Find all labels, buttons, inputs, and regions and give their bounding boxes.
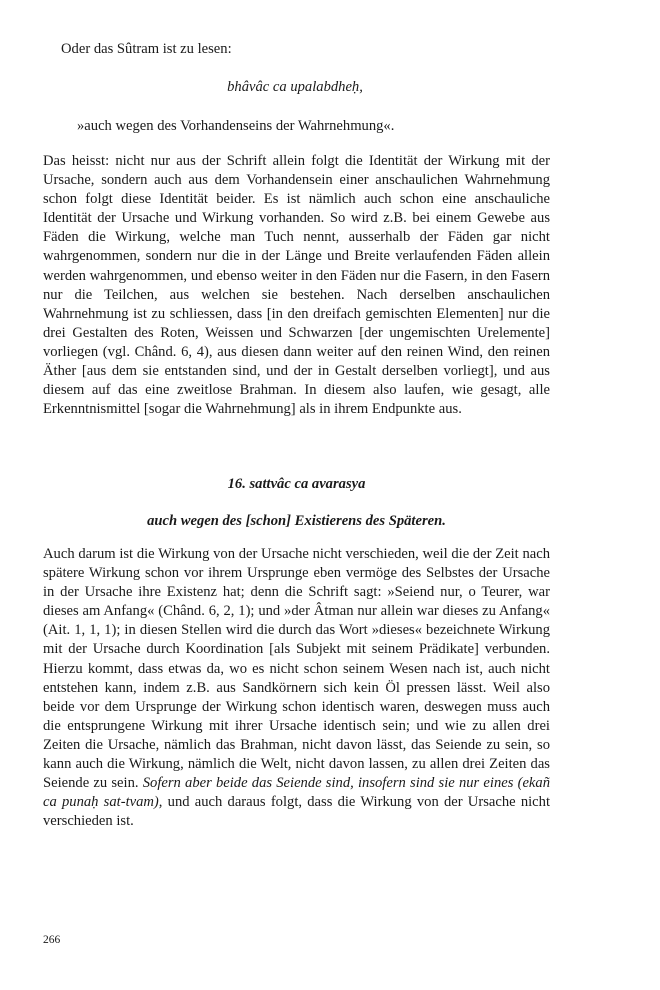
paragraph-main-text: Auch darum ist die Wirkung von der Ursache nicht verschieden, weil die der Zeit nach spätere Wirkung schon vor ihrem Ursprunge eben vermöge des Selbstes der Ursache in der Ursache ihre Existenz hat; denn die Schrift sagt: »Seiend nur, o Teurer, war dieses am Anfang« (Chând. 6, 2, 1); und »der Âtman nur allein war dieses zu Anfang« (Ait. 1, 1, 1); in diesen Stellen wird die durch das Wort »dieses« bezeichnete Wirkung mit der Ursache durch Koordination [als Subjekt mit seinem Prädikate] verbunden. Hierzu kommt, dass etwas da, wo es nicht schon seinem Wesen nach ist, auch nicht entstehen kann, indem z.B. aus Sandkörnern sich kein Öl pressen lässt. Weil also beide vor dem Ursprunge der Wirkung schon identisch waren, deswegen muss auch die entsprungene Wirkung mit ihrer Ursache identisch sein; und wie zu allen drei Zeiten die Ursache, nämlich das Brahman, nicht davon lässt, das Seiende zu sein, so kann auch die Wirkung, nämlich die Welt, nicht davon lassen, zu allen drei Zeiten das Seiende zu sein.: [43, 546, 550, 792]
sanskrit-translation: »auch wegen des Vorhandenseins der Wahrnehmung«.: [77, 118, 395, 134]
sanskrit-variant: [0, 79, 598, 96]
sanskrit-variant-text: bhâvâc ca upalabdheḥ,: [227, 79, 363, 95]
intro-line: Oder das Sûtram ist zu lesen:: [61, 41, 232, 57]
paragraph-commentary-16: [43, 545, 550, 831]
paragraph-end-text: und auch daraus folgt, dass die Wirkung von der Ursache nicht verschieden ist.: [43, 794, 550, 830]
sutra-translation: auch wegen des [schon] Existierens des Späteren.: [147, 513, 446, 529]
sutra-heading: 16. sattvâc ca avarasya: [227, 476, 366, 492]
paragraph-commentary-15: Das heisst: nicht nur aus der Schrift allein folgt die Identität der Wirkung mit der Ursache, sondern auch aus dem Vorhandensein einer anschaulichen Wahrnehmung schon folgt diese Identität beider. Es ist nämlich auch schon eine anschauliche Identität der Ursache und Wirkung vorhanden. So wird z.B. bei einem Gewebe aus Fäden die Wirkung, welche man Tuch nennt, ausserhalb der Fäden gar nicht wahrgenommen, sondern nur die in der Länge und Breite verlaufenden Fäden allein werden wahrgenommen, und ebenso weiter in den Fäden nur die Fasern, in den Fasern nur die Teilchen, aus welchen sie bestehen. Nach derselben anschaulichen Wahrnehmung ist zu schliessen, dass [in den dreifach gemischten Elementen] nur die drei Gestalten des Roten, Weissen und Schwarzen [der ungemischten Urelemente] vorliegen (vgl. Chând. 6, 4), aus diesen dann weiter auf den reinen Wind, den reinen Äther [aus dem sie entstanden sind, und der in Gestalt derselben vorliegt], und aus diesem auf das eine zweitlose Brahman. In diesem also laufen, wie gesagt, alle Erkenntnismittel [sogar die Wahrnehmung] als in ihrem Endpunkte aus.: [43, 153, 550, 418]
page-number: 266: [43, 934, 61, 946]
paragraph-italic-text: Sofern aber beide das Seiende sind, insofern sind sie nur eines (ekañ ca punaḥ sat-tvam),: [43, 775, 550, 811]
